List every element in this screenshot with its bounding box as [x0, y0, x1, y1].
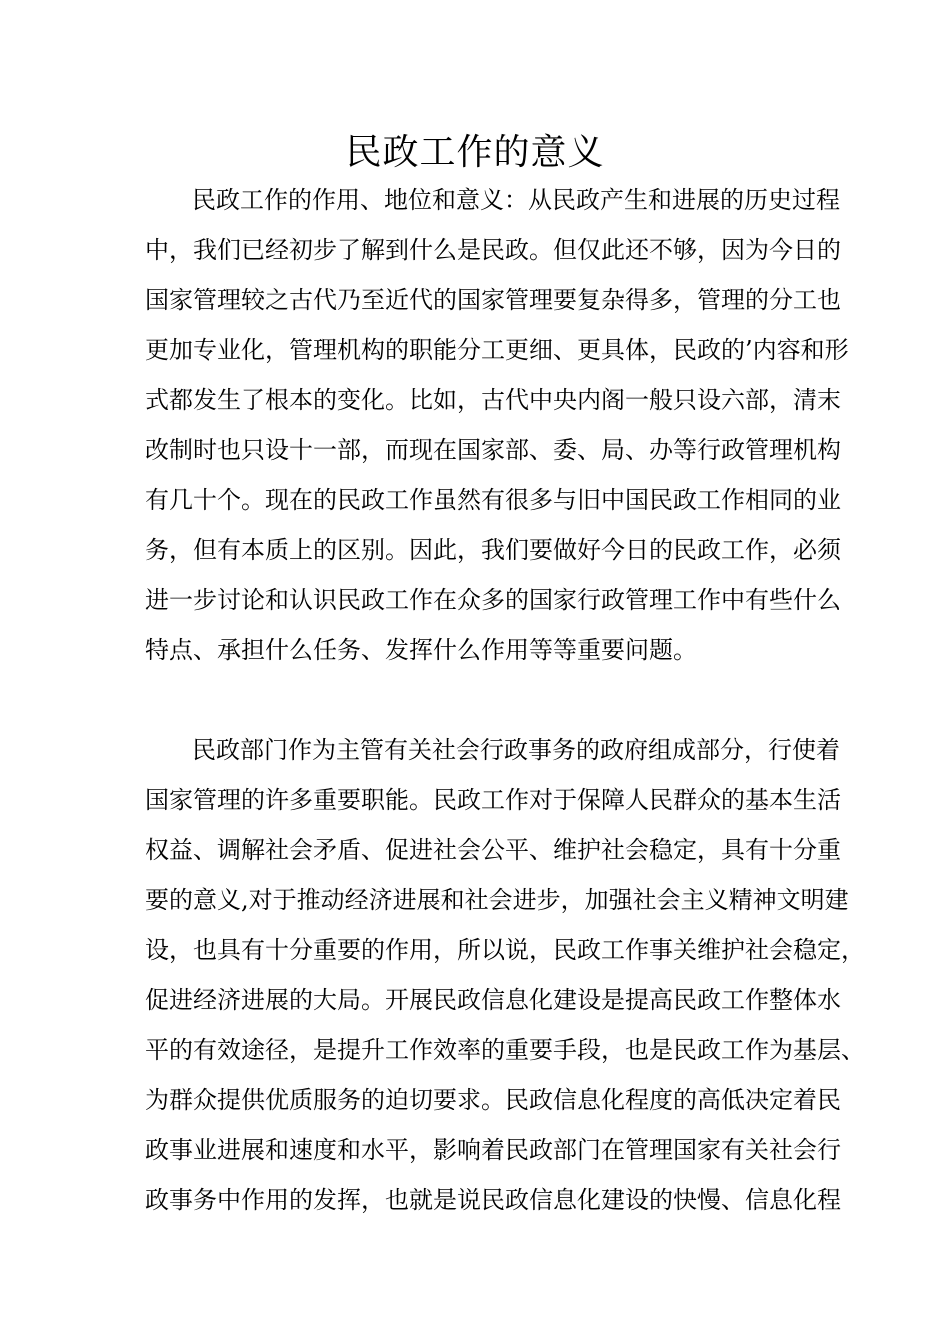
- paragraph-1-line-1: 民政工作的作用、地位和意义：从民政产生和进展的历史过程: [192, 186, 840, 214]
- paragraph-1-line-8: 务，但有本质上的区别。因此，我们要做好今日的民政工作，必须: [145, 536, 841, 564]
- paragraph-2-line-7: 平的有效途径，是提升工作效率的重要手段，也是民政工作为基层、: [145, 1036, 865, 1064]
- paragraph-2-line-2: 国家管理的许多重要职能。民政工作对于保障人民群众的基本生活: [145, 786, 841, 814]
- paragraph-2-line-1: 民政部门作为主管有关社会行政事务的政府组成部分，行使着: [192, 736, 840, 764]
- paragraph-2-line-9: 政事业进展和速度和水平，影响着民政部门在管理国家有关社会行: [145, 1136, 841, 1164]
- paragraph-2-line-10: 政事务中作用的发挥，也就是说民政信息化建设的快慢、信息化程: [145, 1186, 841, 1214]
- document-title: 民政工作的意义: [345, 132, 605, 173]
- paragraph-2-line-6: 促进经济进展的大局。开展民政信息化建设是提高民政工作整体水: [145, 986, 841, 1014]
- paragraph-1-line-6: 改制时也只设十一部，而现在国家部、委、局、办等行政管理机构: [145, 436, 841, 464]
- paragraph-1-line-2: 中，我们已经初步了解到什么是民政。但仅此还不够，因为今日的: [145, 236, 841, 264]
- paragraph-1-line-5: 式都发生了根本的变化。比如，古代中央内阁一般只设六部，清末: [145, 386, 841, 414]
- paragraph-2-line-5: 设，也具有十分重要的作用，所以说，民政工作事关维护社会稳定，: [145, 936, 865, 964]
- paragraph-1-line-9: 进一步讨论和认识民政工作在众多的国家行政管理工作中有些什么: [145, 586, 841, 614]
- paragraph-1-line-7: 有几十个。现在的民政工作虽然有很多与旧中国民政工作相同的业: [145, 486, 841, 514]
- paragraph-2-line-4: 要的意义,对于推动经济进展和社会进步，加强社会主义精神文明建: [145, 886, 849, 914]
- paragraph-1-line-4: 更加专业化，管理机构的职能分工更细、更具体，民政的’内容和形: [145, 336, 849, 364]
- paragraph-1-line-10: 特点、承担什么任务、发挥什么作用等等重要问题。: [145, 636, 697, 664]
- paragraph-2-line-8: 为群众提供优质服务的迫切要求。民政信息化程度的高低决定着民: [145, 1086, 841, 1114]
- paragraph-2-line-3: 权益、调解社会矛盾、促进社会公平、维护社会稳定，具有十分重: [145, 836, 841, 864]
- paragraph-1-line-3: 国家管理较之古代乃至近代的国家管理要复杂得多，管理的分工也: [145, 286, 841, 314]
